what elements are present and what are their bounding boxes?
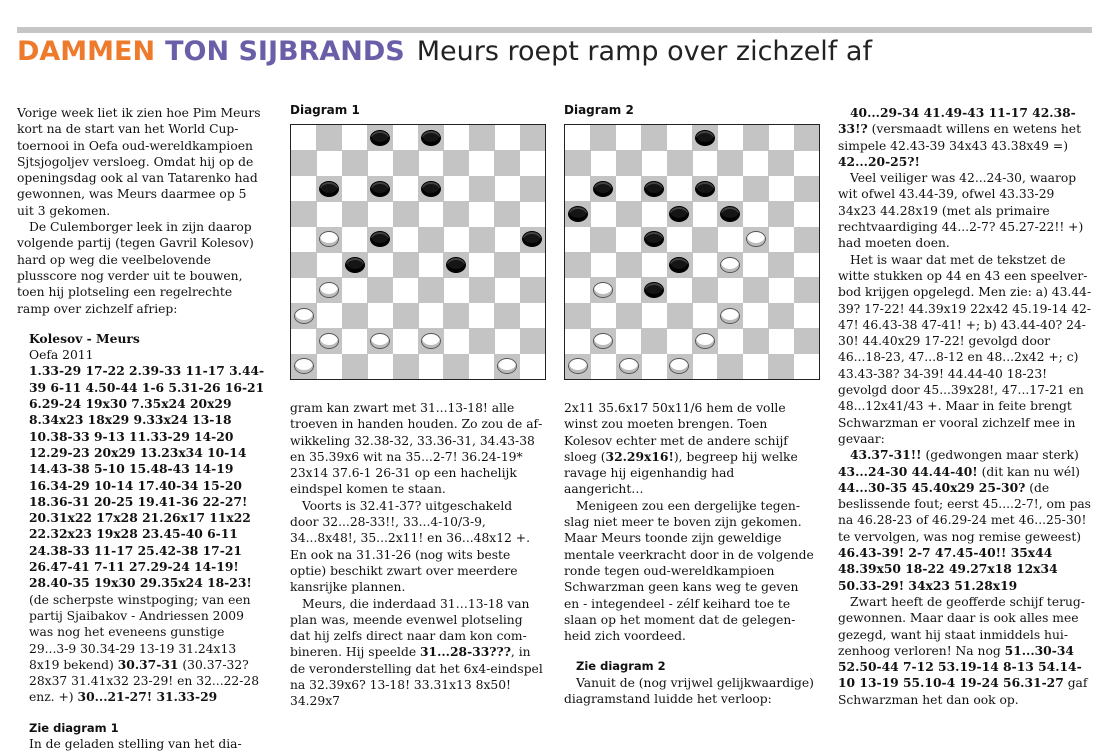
dark-square <box>616 201 642 227</box>
section-label: DAMMEN <box>17 36 156 67</box>
paragraph: In de geladen stelling van het dia- <box>29 736 242 751</box>
dark-square <box>393 252 419 278</box>
dark-square <box>692 277 718 303</box>
dark-square <box>494 201 520 227</box>
white-piece <box>695 333 715 349</box>
paragraph: Het is waar dat met de tekstzet de witte stukken op 44 en 43 een speelverbod krijgen opgelegd. Men zie: a) 43.44-39? 17-22! 44.39x19 22x42 45.19-14 42-47! 46.43-38 47-41! +; b) 43.44-40? 24-30! 44.40x29 17-22! gevolgd door 46...18-23, 47...8-12 en 48...2x42 +; c) 43.43-38? 34-39! 44.44-40 18-23! gevolgd door 45...39x28!, 47...17-21 en 48...12x41/43 +. Maar in feite brengt Schwarzman er vooral zichzelf mee in gevaar: <box>838 252 1092 446</box>
dark-square <box>367 277 393 303</box>
white-piece <box>720 308 740 324</box>
white-piece <box>619 358 639 374</box>
dark-square <box>743 277 769 303</box>
dark-square <box>494 150 520 176</box>
dark-square <box>342 303 368 329</box>
dark-square <box>520 125 546 151</box>
paragraph: Menigeen zou een dergelijke tegenslag niet meer te boven zijn gekomen. Maar Meurs toonde zijn geweldige mentale veerkracht door in de volgende ronde tegen oud-wereldkampioen Schwarzman geen kans weg te geven en - integendeel - zélf keihard toe te slaan op het moment dat de gelegenheid zich voordeed. <box>564 498 814 644</box>
diagram-1-title: Diagram 1 <box>290 103 360 117</box>
diagram-2-board <box>564 124 820 380</box>
dark-square <box>641 125 667 151</box>
white-piece <box>294 358 314 374</box>
dark-square <box>743 125 769 151</box>
dark-square <box>794 227 820 253</box>
dark-square <box>616 150 642 176</box>
dark-square <box>590 125 616 151</box>
dark-square <box>342 150 368 176</box>
dark-square <box>794 328 820 354</box>
dark-square <box>393 150 419 176</box>
paragraph <box>838 594 1092 708</box>
white-piece <box>294 308 314 324</box>
text-run: gaf Schwarzman het dan ook op. <box>838 676 1088 707</box>
moves-text: 40...29-34 41.49-43 11-17 42.38-33!? <box>838 105 1076 137</box>
dark-square <box>469 328 495 354</box>
black-piece <box>644 282 664 298</box>
black-piece <box>370 130 390 146</box>
article-title: Meurs roept ramp over zichzelf af <box>416 36 872 67</box>
dark-square <box>418 277 444 303</box>
column-1 <box>17 105 265 752</box>
paragraph: gram kan zwart met 31...13-18! alle troeven in handen houden. Zo zou de afwikkeling 32.38-32, 33.36-31, 34.43-38 en 35.39x6 wit na 35...2-7! 36.24-19* 23x14 37.6-1 26-31 op een hachelijk eindspel komen te staan. <box>290 401 543 497</box>
moves-text: 51...30-34 52.50-44 7-12 53.19-14 8-13 54.14-10 13-19 55.10-4 19-24 56.31-27 <box>838 642 1082 691</box>
column-3 <box>564 400 816 707</box>
white-piece <box>421 333 441 349</box>
paragraph: Veel veiliger was 42...24-30, waarop wit ofwel 43.44-39, ofwel 43.33-29 34x23 44.28x19 (met als primaire rechtvaardiging 44...2-7? 45.27-22!! +) had moeten doen. <box>838 171 1084 251</box>
dark-square <box>616 252 642 278</box>
dark-square <box>393 303 419 329</box>
headline <box>17 36 872 67</box>
dark-square <box>794 277 820 303</box>
paragraph <box>838 105 1092 170</box>
dark-square <box>692 227 718 253</box>
dark-square <box>743 328 769 354</box>
dark-square <box>768 201 794 227</box>
dark-square <box>494 303 520 329</box>
dark-square <box>565 303 591 329</box>
dark-square <box>469 176 495 202</box>
white-piece <box>370 333 390 349</box>
moves-text: 30.37-31 <box>117 656 179 672</box>
paragraph <box>564 400 816 498</box>
dark-square <box>443 150 469 176</box>
note-text: (de scherpste winstpoging; van een partij Sjaibakov - Andriessen 2009 was nog het eveneens gunstige 29...3-9 30.34-29 13-19 31.24x13 8x19 bekend) <box>29 592 251 672</box>
text-run: 2x11 35.6x17 50x11/6 hem de volle winst zou moeten brengen. Toen Kolesov echter met de andere schijf sloeg ( <box>564 401 788 464</box>
black-piece <box>421 130 441 146</box>
text-run: Zwart heeft de geofferde schijf teruggewonnen. Maar daar is ook alles mee gezegd, want hij staat inmiddels huizenhoog verloren! Na nog <box>838 594 1085 658</box>
moves-text: 44...30-35 45.40x29 25-30? <box>838 479 1026 495</box>
black-piece <box>568 206 588 222</box>
note-text: (de beslissende fout; eerst 45....2-7!, om pas na 46.28-23 of 46.29-24 met 46...25-30! te vervolgen, was nog remise geweest) <box>838 480 1091 544</box>
dark-square <box>291 201 317 227</box>
text-run: , in de veronderstelling dat het 6x4-eindspel na 32.39x6? 13-18! 33.31x13 8x50! 34.29x7 <box>290 645 543 709</box>
paragraph <box>838 447 1092 594</box>
dark-square <box>291 150 317 176</box>
dark-square <box>469 125 495 151</box>
note-text: (gedwongen maar sterk) <box>921 448 1079 463</box>
white-piece <box>568 358 588 374</box>
black-piece <box>370 181 390 197</box>
dark-square <box>291 252 317 278</box>
dark-square <box>641 328 667 354</box>
moves-text: 32.29x16! <box>605 448 674 464</box>
paragraph: Vorige week liet ik zien hoe Pim Meurs kort na de start van het World Cup-toernooi in Oefa oud-wereldkampioen Sjtsjogoljev versloeg. Omdat hij op de openingsdag ook al van Tatarenko had gewonnen, was Meurs daarmee op 5 uit 3 gekomen. <box>17 106 261 218</box>
black-piece <box>593 181 613 197</box>
dark-square <box>590 227 616 253</box>
note-text: (versmaadt willens en wetens het simpele 42.43-39 34x43 43.38x49 =) <box>838 122 1082 153</box>
dark-square <box>667 303 693 329</box>
diagram-reference: Zie diagram 1 <box>29 720 119 735</box>
dark-square <box>717 150 743 176</box>
white-piece <box>593 333 613 349</box>
dark-square <box>768 354 794 380</box>
black-piece <box>421 181 441 197</box>
moves-text: 43...24-30 44.44-40! <box>838 463 978 479</box>
black-piece <box>644 181 664 197</box>
white-piece <box>319 333 339 349</box>
black-piece <box>695 130 715 146</box>
dark-square <box>768 252 794 278</box>
dark-square <box>316 125 342 151</box>
paragraph: Vanuit de (nog vrijwel gelijkwaardige) diagramstand luidde het verloop: <box>564 675 814 707</box>
dark-square <box>565 150 591 176</box>
dark-square <box>443 303 469 329</box>
dark-square <box>794 125 820 151</box>
dark-square <box>667 150 693 176</box>
black-piece <box>695 181 715 197</box>
diagram-reference: Zie diagram 2 <box>576 659 666 674</box>
moves-text: 30...21-27! 31.33-29 <box>77 689 218 705</box>
dark-square <box>418 227 444 253</box>
note-text: (30.37-32? 28x37 31.41x32 23-29! en 32...22-28 enz. +) <box>29 657 260 705</box>
dark-square <box>342 201 368 227</box>
white-piece <box>746 231 766 247</box>
dark-square <box>393 354 419 380</box>
white-piece <box>720 257 740 273</box>
dark-square <box>565 252 591 278</box>
text-run: ), begreep hij welke ravage hij eigenhandig had aangericht… <box>564 449 798 497</box>
dark-square <box>469 227 495 253</box>
note-text: (dit kan nu wél) <box>977 464 1080 479</box>
black-piece <box>669 257 689 273</box>
game-subtitle: Oefa 2011 <box>29 348 94 363</box>
game-title: Kolesov - Meurs <box>29 330 140 346</box>
dark-square <box>743 176 769 202</box>
black-piece <box>319 181 339 197</box>
author-name: TON SIJBRANDS <box>165 36 405 67</box>
black-piece <box>720 206 740 222</box>
dark-square <box>616 303 642 329</box>
dark-square <box>342 354 368 380</box>
dark-square <box>768 303 794 329</box>
moves-text: 42...20-25?! <box>838 153 920 169</box>
dark-square <box>469 277 495 303</box>
dark-square <box>717 354 743 380</box>
game-moves <box>29 363 265 705</box>
dark-square <box>494 252 520 278</box>
moves-text: 46.43-39! 2-7 47.45-40!! 35x44 48.39x50 18-22 49.27x18 12x34 50.33-29! 34x23 51.28x19 <box>838 545 1058 593</box>
black-piece <box>446 257 466 273</box>
dark-square <box>794 176 820 202</box>
paragraph: De Culemborger leek in zijn daarop volgende partij (tegen Gavril Kolesov) hard op weg die veelbelovende plusscore nog verder uit te bouwen, toen hij plotseling een regelrechte ramp over zichzelf afriep: <box>17 220 254 316</box>
black-piece <box>345 257 365 273</box>
dark-square <box>520 277 546 303</box>
diagram-2-title: Diagram 2 <box>564 103 634 117</box>
dark-square <box>393 201 419 227</box>
dark-square <box>520 328 546 354</box>
moves-text: 1.33-29 17-22 2.39-33 11-17 3.44-39 6-11 4.50-44 1-6 5.31-26 16-21 6.29-24 19x30 7.35x24 20x29 8.34x23 18x29 9.33x24 13-18 10.38-33 9-13 11.33-29 14-20 12.29-23 20x29 13.23x34 10-14 14.43-38 5-10 15.48-43 14-19 16.34-29 10-14 17.40-34 15-20 18.36-31 20-25 19.41-36 22-27! 20.31x22 17x28 21.26x17 11x22 22.32x23 19x28 23.45-40 6-11 24.38-33 11-17 25.42-38 17-21 26.47-41 7-11 27.29-24 14-19! 28.40-35 19x30 29.35x24 18-23! <box>29 363 265 591</box>
moves-text: 31...28-33??? <box>420 644 511 660</box>
moves-text: 43.37-31!! <box>850 447 922 463</box>
text-run: Meurs, die inderdaad 31…13-18 van plan was, meende evenwel plotseling dat hij zelfs direct naar dam kon combineren. Hij speelde <box>290 596 530 660</box>
header-rule <box>17 27 1092 33</box>
paragraph <box>290 596 544 710</box>
dark-square <box>520 176 546 202</box>
diagram-1-board <box>290 124 546 380</box>
column-2 <box>290 400 544 710</box>
dark-square <box>768 150 794 176</box>
column-4 <box>838 105 1092 708</box>
dark-square <box>443 201 469 227</box>
paragraph: Voorts is 32.41-37? uitgeschakeld door 32...28-33!!, 33...4-10/3-9, 34...8x48!, 35...2x11! en 36...48x12 +. En ook na 31.31-26 (nog wits beste optie) beschikt zwart over meerdere kansrijke plannen. <box>290 498 530 595</box>
dark-square <box>443 354 469 380</box>
